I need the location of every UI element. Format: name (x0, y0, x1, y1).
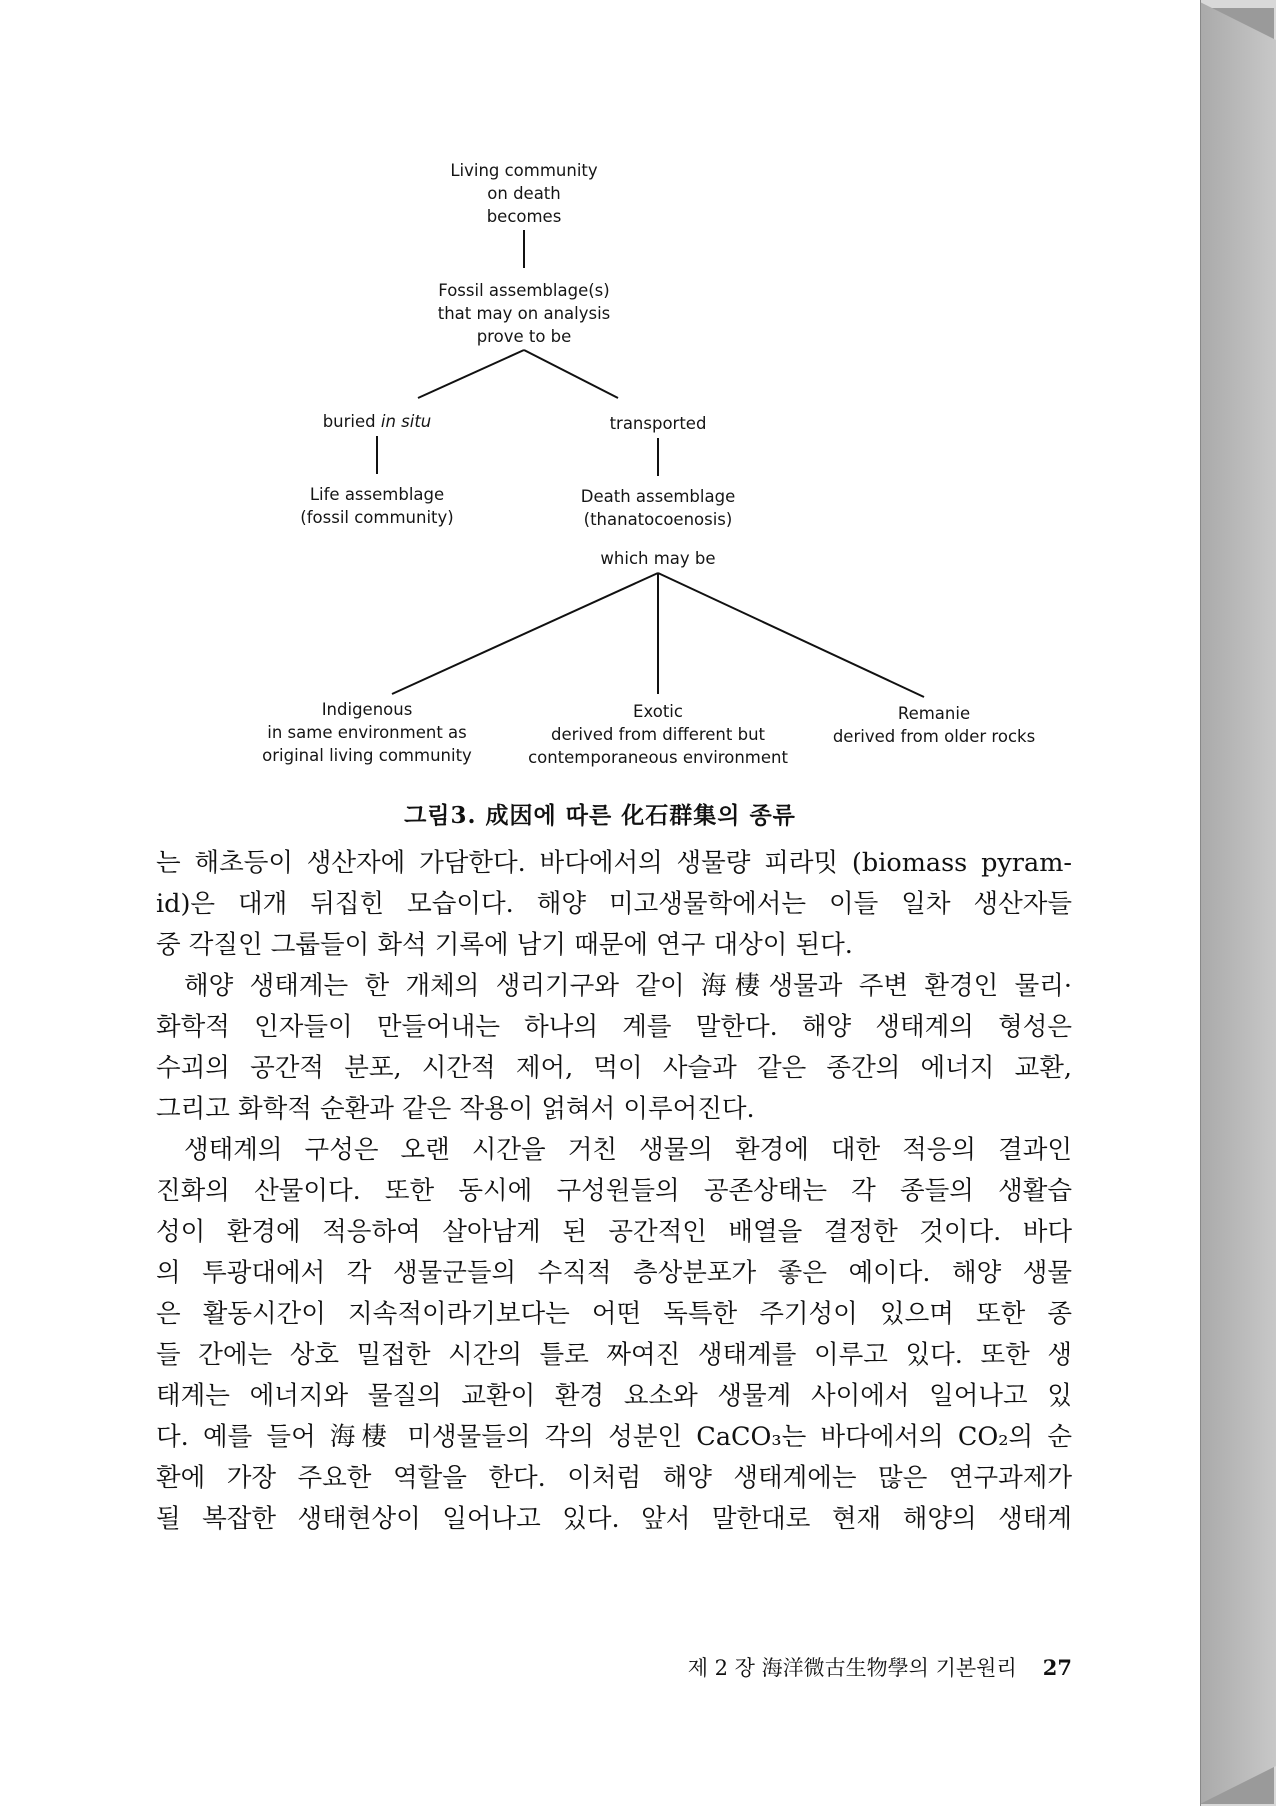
node-text: Living community (450, 161, 598, 180)
node-text: derived from older rocks (832, 727, 1036, 746)
node-fossil-assemblage (404, 279, 644, 348)
running-chapter-title: 제 2 장 海洋微古生物學의 기본원리 (687, 1656, 1017, 1680)
node-remanie (824, 702, 1044, 748)
text-line: 될 복잡한 생태현상이 일어나고 있다. 앞서 말한대로 현재 해양의 생태계 (156, 1504, 1072, 1534)
node-indigenous (242, 698, 492, 767)
page-footer (600, 1652, 1072, 1682)
node-exotic (518, 700, 798, 769)
node-transported (588, 412, 728, 435)
node-life-assemblage (277, 483, 477, 529)
node-text: Remanie (897, 704, 971, 723)
page-number: 27 (1042, 1655, 1072, 1680)
node-text: Life assemblage (309, 485, 445, 504)
node-text: prove to be (476, 327, 572, 346)
node-death-assemblage (548, 485, 768, 531)
text-line: 성이 환경에 적응하여 살아남게 된 공간적인 배열을 결정한 것이다. 바다 (156, 1217, 1072, 1247)
text-line: 은 활동시간이 지속적이라기보다는 어떤 독특한 주기성이 있으며 또한 종 (156, 1299, 1072, 1329)
node-text: becomes (486, 207, 562, 226)
fossil-assemblage-diagram (0, 0, 1200, 790)
node-buried-in-situ (297, 410, 457, 433)
connector-fossil-buried (418, 350, 524, 398)
node-text: contemporaneous environment (528, 748, 788, 767)
connector-which-indigenous (392, 573, 658, 694)
text-line: 그리고 화학적 순환과 같은 작용이 얽혀서 이루어진다. (156, 1094, 755, 1124)
node-text: in same environment as (267, 723, 467, 742)
node-text: (fossil community) (300, 508, 454, 527)
text-line: 해양 생태계는 한 개체의 생리기구와 같이 海棲생물과 주변 환경인 물리· (184, 971, 1072, 1001)
text-line: 중 각질인 그룹들이 화석 기록에 남기 때문에 연구 대상이 된다. (156, 930, 853, 960)
node-text: (thanatocoenosis) (583, 510, 733, 529)
page-edge (1196, 0, 1276, 1806)
text-line: 들 간에는 상호 밀접한 시간의 틀로 짜여진 생태계를 이루고 있다. 또한 생 (156, 1340, 1072, 1370)
text-line: 진화의 산물이다. 또한 동시에 구성원들의 공존상태는 각 종들의 생활습 (156, 1176, 1072, 1206)
node-text: Death assemblage (580, 487, 736, 506)
node-living-community (424, 159, 624, 228)
connector-fossil-transported (524, 350, 618, 398)
text-line: 화학적 인자들이 만들어내는 하나의 계를 말한다. 해양 생태계의 형성은 (156, 1012, 1072, 1042)
node-text: that may on analysis (437, 304, 611, 323)
node-text: buried in situ (322, 412, 432, 431)
node-text: transported (609, 414, 707, 433)
node-text: on death (487, 184, 561, 203)
node-text: derived from different but (551, 725, 765, 744)
text-line: 의 투광대에서 각 생물군들의 수직적 층상분포가 좋은 예이다. 해양 생물 (156, 1258, 1072, 1288)
node-text: Exotic (633, 702, 683, 721)
node-text: Fossil assemblage(s) (438, 281, 610, 300)
figure-caption: 그림3. 成因에 따른 化石群集의 종류 (404, 802, 796, 829)
node-text: which may be (600, 549, 716, 568)
text-line: 는 해초등이 생산자에 가담한다. 바다에서의 생물량 피라밋 (biomass pyram- (156, 848, 1072, 878)
body-paragraphs (156, 843, 1072, 1540)
node-text: Indigenous (321, 700, 413, 719)
node-which-may-be (578, 547, 738, 570)
text-line: 수괴의 공간적 분포, 시간적 제어, 먹이 사슬과 같은 종간의 에너지 교환, (156, 1053, 1072, 1083)
text-line: 환에 가장 주요한 역할을 한다. 이처럼 해양 생태계에는 많은 연구과제가 (156, 1463, 1072, 1493)
text-line: id)은 대개 뒤집힌 모습이다. 해양 미고생물학에서는 이들 일차 생산자들 (156, 889, 1072, 919)
text-line: 생태계의 구성은 오랜 시간을 거친 생물의 환경에 대한 적응의 결과인 (184, 1135, 1072, 1165)
text-line: 다. 예를 들어 海棲 미생물들의 각의 성분인 CaCO₃는 바다에서의 CO₂의 순 (156, 1422, 1072, 1452)
node-text: original living community (262, 746, 472, 765)
text-line: 태계는 에너지와 물질의 교환이 환경 요소와 생물계 사이에서 일어나고 있 (156, 1381, 1072, 1411)
connector-which-remanie (658, 573, 924, 697)
diagram-connectors (0, 0, 1200, 790)
